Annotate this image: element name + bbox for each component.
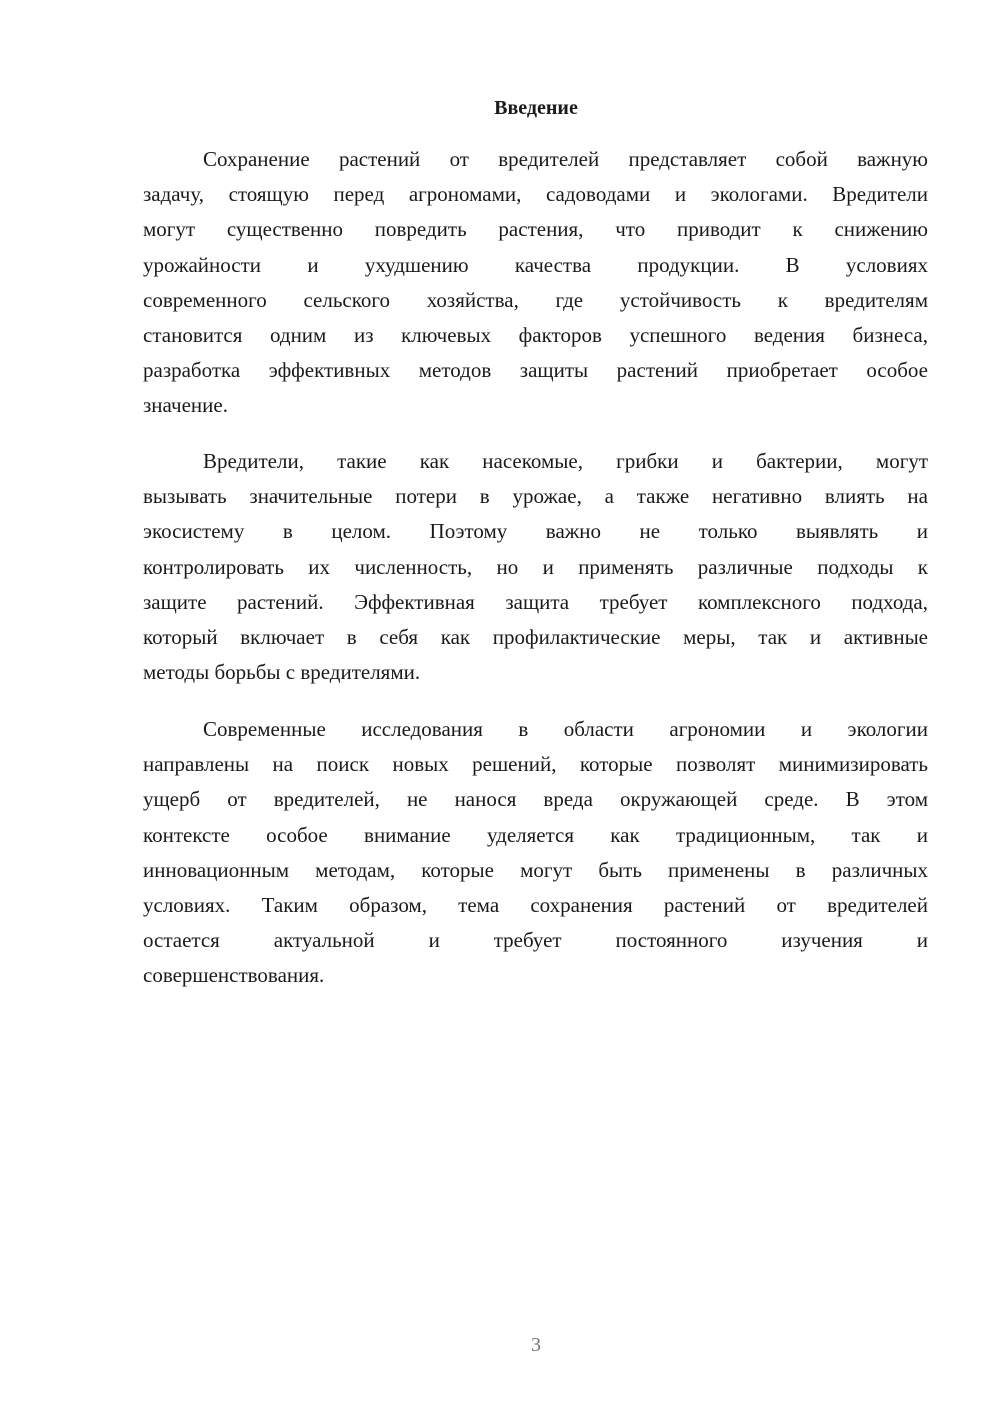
text-line: контексте особое внимание уделяется как традиционным, так и [143,822,928,847]
text-line: ущерб от вредителей, не нанося вреда окружающей среде. В этом [143,787,928,812]
text-line: становится одним из ключевых факторов успешного ведения бизнеса, [143,322,928,347]
text-line: вызывать значительные потери в урожае, а также негативно влиять на [143,484,928,509]
text-line: могут существенно повредить растения, что приводит к снижению [143,217,928,242]
paragraph-1 [143,142,928,424]
text-line: современного сельского хозяйства, где устойчивость к вредителям [143,287,928,312]
text-line: Сохранение растений от вредителей представляет собой важную [203,147,928,171]
text-line: условиях. Таким образом, тема сохранения растений от вредителей [143,892,928,917]
text-line: инновационным методам, которые могут быть применены в различных [143,857,928,882]
text-line: совершенствования. [143,963,325,988]
section-title: Введение [494,97,578,119]
text-line: контролировать их численность, но и применять различные подходы к [143,554,928,579]
text-line: Вредители, такие как насекомые, грибки и бактерии, могут [203,449,928,473]
text-line: Современные исследования в области агрономии и экологии [203,717,928,741]
text-line: методы борьбы с вредителями. [143,660,421,685]
text-line: экосистему в целом. Поэтому важно не только выявлять и [143,519,928,544]
text-line: направлены на поиск новых решений, которые позволят минимизировать [143,752,928,777]
paragraph-2 [143,444,928,690]
text-line: защите растений. Эффективная защита требует комплексного подхода, [143,589,928,614]
text-line: который включает в себя как профилактические меры, так и активные [143,624,928,649]
paragraph-3 [143,712,928,994]
page-number: 3 [531,1334,541,1356]
text-line: задачу, стоящую перед агрономами, садоводами и экологами. Вредители [143,182,928,207]
text-line: остается актуальной и требует постоянного изучения и [143,928,928,953]
text-line: значение. [143,393,228,418]
text-line: разработка эффективных методов защиты растений приобретает особое [143,358,928,383]
text-line: урожайности и ухудшению качества продукции. В условиях [143,252,928,277]
